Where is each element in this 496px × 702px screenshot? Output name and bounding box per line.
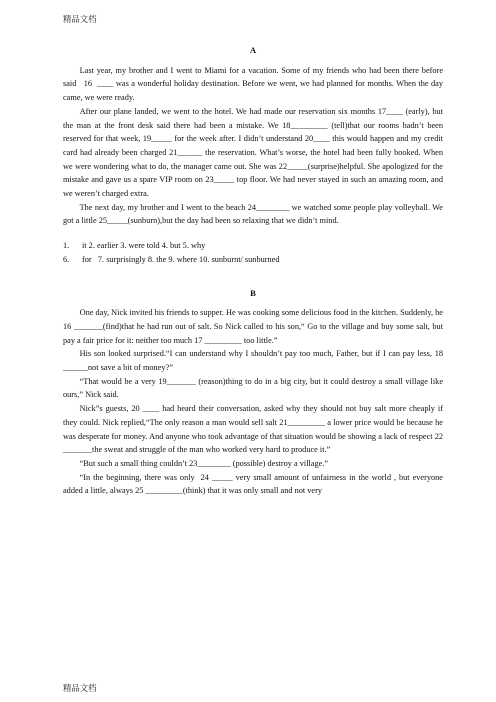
section-a (63, 44, 446, 267)
document-body (63, 44, 446, 498)
answer-line-text: for 7. surprisingly 8. the 9. where 10. sunburnt/ sunburned (82, 254, 280, 264)
paragraph-a3: The next day, my brother and I went to the beach 24________ we watched some people play volleyball. We got a little 25_____(sunburn),but the day had been so relaxing that we didn’t mind. (63, 202, 446, 226)
page-header: 精品文档 (63, 14, 97, 24)
paragraph-b3: “That would be a very 19_______ (reason)thing to do in a big city, but it could destroy a small village like ours,” Nick said. (63, 376, 446, 400)
page-footer: 精品文档 (63, 683, 97, 693)
answer-line-number: 6. (63, 254, 70, 264)
paragraph-b1: One day, Nick invited his friends to supper. He was cooking some delicious food in the kitchen. Suddenly, he 16 _______(find)that he had run out of salt. So Nick called to his son,“ Go to the village and buy some salt, but pay a fair price for it: neither too much 17 _________ too little.” (63, 308, 446, 345)
answer-key (63, 239, 443, 266)
answer-line-1 (63, 239, 443, 253)
paragraph-b5: “But such a small thing couldn’t 23________ (possible) destroy a village.” (79, 458, 329, 468)
section-a-title: A (249, 45, 257, 55)
paragraph-b6: “In the beginning, there was only 24 _____ very small amount of unfairness in the world , but everyone added a little, always 25 _________(think) that it was only small and not very (63, 472, 446, 496)
paragraph-a1: Last year, my brother and I went to Miami for a vacation. Some of my friends who had been there before said 16 ____ was a wonderful holiday destination. Before we went, we had planned for months. When the day came, we were ready. (63, 65, 446, 103)
section-b-title: B (250, 287, 256, 298)
paragraph-b4: Nick”s guests, 20 ____ had heard their conversation, asked why they should not buy salt more cheaply if they could. Nick replied,“The only reason a man would sell salt 21_________ a lower price would be because he was desperate for money. And anyone who took advantage of that situation would be showing a lack of respect 22 _______the sweat and struggle of the man who worked very hard to produce it.” (63, 404, 446, 455)
paragraph-b2: His son looked surprised.“I can understand why I shouldn’t pay too much, Father, but if I can pay less, 18 ______not save a bit of money?” (63, 349, 446, 373)
answer-line-text: it 2. earlier 3. were told 4. but 5. why (82, 241, 206, 251)
section-b (63, 287, 446, 499)
paragraph-a2: After our plane landed, we went to the hotel. We had made our reservation six months 17____ (early), but the man at the front desk said there had been a mistake. We 18_________ (tell)that our rooms hadn’t been reserved for that week, 19_____ for the week after. I didn’t understand 20____ this would happen and my credit card had already been charged 21______ the reservation. What’s worse, the hotel had been fully booked. When we were wondering what to do, the manager came out. She was 22_____(surprise)helpful. She apologized for the mistake and gave us a spare VIP room on 23_____ top floor. We had never stayed in such an amazing room, and we weren’t charged extra. (63, 106, 446, 199)
answer-line-number: 1. (63, 241, 70, 251)
answer-line-2 (63, 253, 443, 267)
